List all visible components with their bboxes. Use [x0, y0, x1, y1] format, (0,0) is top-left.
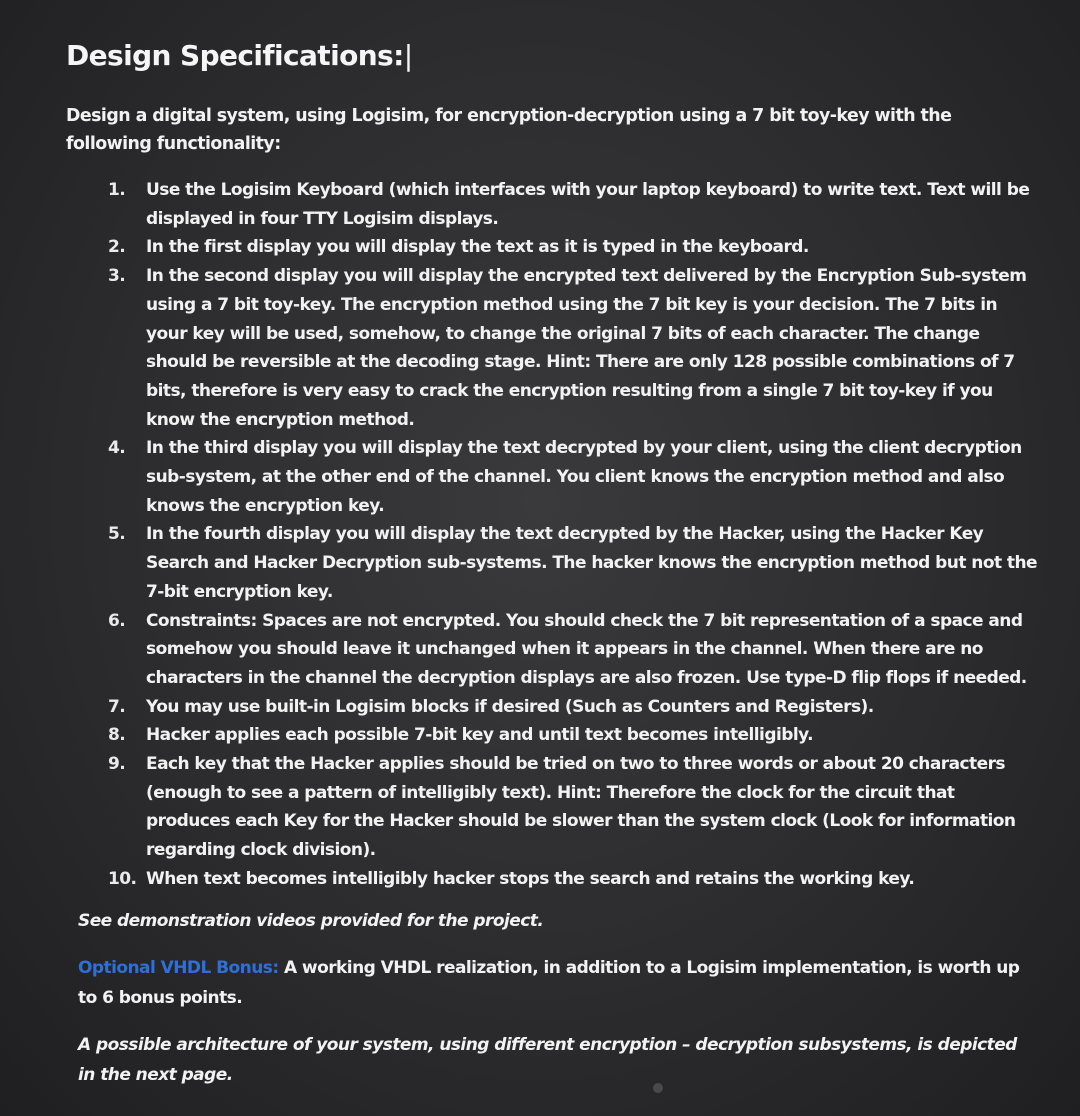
- item-number: 8.: [108, 725, 126, 746]
- list-item: [108, 865, 1038, 894]
- list-item: [108, 750, 1038, 865]
- list-item: [108, 434, 1038, 520]
- list-item: [108, 693, 1038, 722]
- list-item: [108, 607, 1038, 693]
- bonus-label: Optional VHDL Bonus:: [78, 957, 279, 978]
- bonus-paragraph: [78, 953, 1038, 1013]
- item-number: 6.: [108, 610, 126, 631]
- item-text: Each key that the Hacker applies should be tried on two to three words or about 20 characters (enough to see a pattern of intelligibly text). Hint: Therefore the clock for the circuit that produces each Key for the Hacker should be slower than the system clock (Look for information regarding clock division).: [146, 754, 1016, 861]
- screen-speck: [653, 1083, 663, 1093]
- item-text: You may use built-in Logisim blocks if desired (Such as Counters and Registers).: [146, 696, 874, 717]
- demo-note: See demonstration videos provided for the project.: [78, 910, 544, 931]
- item-text: Hacker applies each possible 7-bit key and until text becomes intelligibly.: [146, 725, 814, 746]
- item-number: 1.: [108, 180, 126, 200]
- item-number: 5.: [108, 524, 126, 545]
- item-text: In the second display you will display the encrypted text delivered by the Encryption Sub-system using a 7 bit toy-key. The encryption method using the 7 bit key is your decision. The 7 bits in your key will be used, somehow, to change the original 7 bits of each character. The change should be reversible at the decoding stage. Hint: There are only 128 possible combinations of 7 bits, therefore is very easy to crack the encryption resulting from a single 7 bit toy-key if you know the encryption method.: [146, 266, 1027, 430]
- item-number: 4.: [108, 438, 126, 459]
- list-item: [108, 176, 1038, 233]
- item-number: 9.: [108, 754, 126, 775]
- item-number: 3.: [108, 266, 126, 287]
- item-number: 10.: [108, 868, 137, 889]
- item-text: Constraints: Spaces are not encrypted. You should check the 7 bit representation of a space and somehow you should leave it unchanged when it appears in the channel. When there are no characters in the channel the decryption displays are also frozen. Use type-D flip flops if needed.: [146, 610, 1027, 688]
- item-text: In the third display you will display the text decrypted by your client, using the client decryption sub-system, at the other end of the channel. You client knows the encryption method and also knows the encryption key.: [146, 438, 1022, 516]
- requirements-list: [108, 176, 1038, 894]
- item-number: 7.: [108, 696, 126, 717]
- architecture-note: A possible architecture of your system, using different encryption – decryption subsystems, is depicted in the next page.: [78, 1034, 1017, 1085]
- item-text: Use the Logisim Keyboard (which interfaces with your laptop keyboard) to write text. Text will be displayed in four TTY Logisim displays.: [146, 180, 1030, 229]
- item-text: When text becomes intelligibly hacker stops the search and retains the working key.: [146, 868, 915, 889]
- intro-paragraph: Design a digital system, using Logisim, for encryption-decryption using a 7 bit toy-key with the following functionality:: [66, 106, 952, 154]
- item-text: In the first display you will display the text as it is typed in the keyboard.: [146, 237, 809, 258]
- list-item: [108, 520, 1038, 606]
- text-cursor: |: [403, 39, 413, 72]
- title-text: Design Specifications:: [66, 39, 404, 72]
- list-item: [108, 233, 1038, 262]
- item-text: In the fourth display you will display the text decrypted by the Hacker, using the Hacker Key Search and Hacker Decryption sub-systems. The hacker knows the encryption method but not the 7-bit encryption key.: [146, 524, 1038, 602]
- bonus-text: A working VHDL realization, in addition to a Logisim implementation, is worth up to 6 bonus points.: [78, 957, 1020, 1008]
- list-item: [108, 262, 1038, 434]
- page-title: [66, 36, 1040, 76]
- item-number: 2.: [108, 237, 126, 258]
- list-item: [108, 721, 1038, 750]
